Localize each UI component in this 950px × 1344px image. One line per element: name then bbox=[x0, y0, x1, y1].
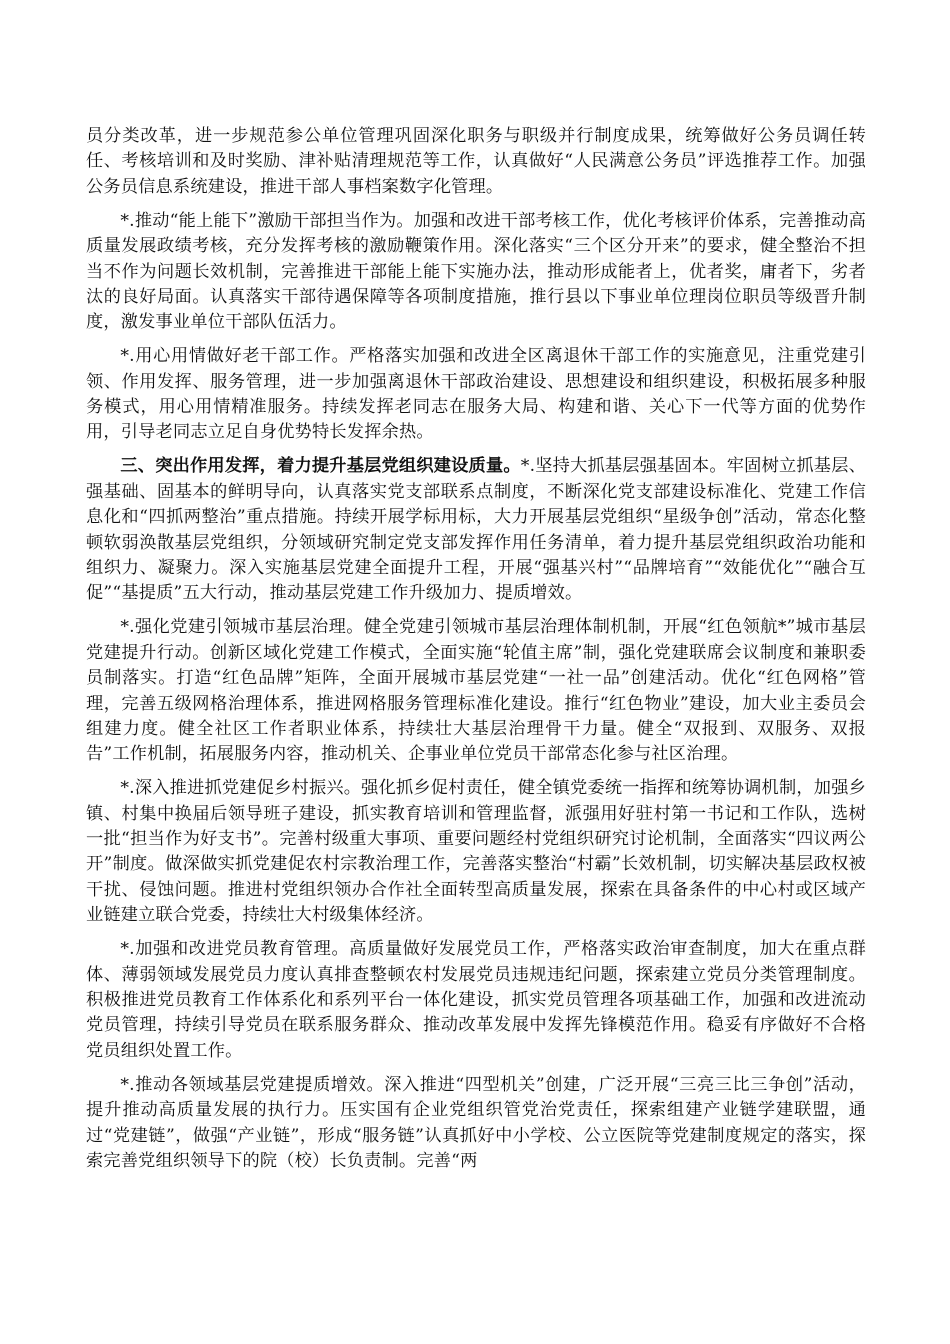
document-page bbox=[86, 124, 866, 1183]
paragraph-8: *.推动各领域基层党建提质增效。深入推进“四型机关”创建，广泛开展“三亮三比三争创”活动，提升推动高质量发展的执行力。压实国有企业党组织管党治党责任，探索组建产业链学建联盟，通过“党建链”，做强“产业链”，形成“服务链”认真抓好中小学校、公立医院等党建制度规定的落实，探索完善党组织领导下的院（校）长负责制。完善“两 bbox=[86, 1074, 866, 1171]
paragraph-4 bbox=[86, 454, 866, 606]
paragraph-5: *.强化党建引领城市基层治理。健全党建引领城市基层治理体制机制，开展“红色领航*”城市基层党建提升行动。创新区域化党建工作模式，全面实施“轮值主席”制，强化党建联席会议制度和兼职委员制落实。打造“红色品牌”矩阵，全面开展城市基层党建“一社一品”创建活动。优化“红色网格”管理，完善五级网格治理体系，推进网格服务管理标准化建设。推行“红色物业”建设，加大业主委员会组建力度。健全社区工作者职业体系，持续壮大基层治理骨干力量。健全“双报到、双服务、双报告”工作机制，拓展服务内容，推动机关、企事业单位党员干部常态化参与社区治理。 bbox=[86, 617, 866, 765]
paragraph-6: *.深入推进抓党建促乡村振兴。强化抓乡促村责任，健全镇党委统一指挥和统筹协调机制，加强乡镇、村集中换届后领导班子建设，抓实教育培训和管理监督，派强用好驻村第一书记和工作队，选树一批“担当作为好支书”。完善村级重大事项、重要问题经村党组织研究讨论机制，全面落实“四议两公开”制度。做深做实抓党建促农村宗教治理工作，完善落实整治“村霸”长效机制，切实解决基层政权被干扰、侵蚀问题。推进村党组织领办合作社全面转型高质量发展，探索在具备条件的中心村或区域产业链建立联合党委，持续壮大村级集体经济。 bbox=[86, 778, 866, 926]
paragraph-1: 员分类改革，进一步规范参公单位管理巩固深化职务与职级并行制度成果，统筹做好公务员调任转任、考核培训和及时奖励、津补贴清理规范等工作，认真做好“人民满意公务员”评选推荐工作。加强公务员信息系统建设，推进干部人事档案数字化管理。 bbox=[86, 126, 866, 197]
paragraph-4-body: *.坚持大抓基层强基固本。牢固树立抓基层、强基础、固基本的鲜明导向，认真落实党支部联系点制度，不断深化党支部建设标准化、党建工作信息化和“四抓两整治”重点措施。持续开展学标用标，大力开展基层党组织“星级争创”活动，常态化整顿软弱涣散基层党组织，分领域研究制定党支部发挥作用任务清单，着力提升基层党组织政治功能和组织力、凝聚力。深入实施基层党建全面提升工程，开展“强基兴村”“品牌培育”“效能优化”“融合互促”“基提质”五大行动，推动基层党建工作升级加力、提质增效。 bbox=[86, 456, 866, 604]
section-heading: 三、突出作用发挥，着力提升基层党组织建设质量。 bbox=[120, 456, 521, 477]
paragraph-7: *.加强和改进党员教育管理。高质量做好发展党员工作，严格落实政治审查制度，加大在重点群体、薄弱领域发展党员力度认真排查整顿农村发展党员违规违纪问题，探索建立党员分类管理制度。积极推进党员教育工作体系化和系列平台一体化建设，抓实党员管理各项基础工作，加强和改进流动党员管理，持续引导党员在联系服务群众、推动改革发展中发挥先锋模范作用。稳妥有序做好不合格党员组织处置工作。 bbox=[86, 939, 866, 1061]
paragraph-2: *.推动“能上能下”激励干部担当作为。加强和改进干部考核工作，优化考核评价体系，完善推动高质量发展政绩考核，充分发挥考核的激励鞭策作用。深化落实“三个区分开来”的要求，健全整治不担当不作为问题长效机制，完善推进干部能上能下实施办法，推动形成能者上，优者奖，庸者下，劣者汰的良好局面。认真落实干部待遇保障等各项制度措施，推行县以下事业单位理岗位职员等级晋升制度，激发事业单位干部队伍活力。 bbox=[86, 210, 866, 333]
paragraph-3: *.用心用情做好老干部工作。严格落实加强和改进全区离退休干部工作的实施意见，注重党建引领、作用发挥、服务管理，进一步加强离退休干部政治建设、思想建设和组织建设，积极拓展多种服务模式，用心用情精准服务。持续发挥老同志在服务大局、构建和谐、关心下一代等方面的优势作用，引导老同志立足自身优势特长发挥余热。 bbox=[86, 346, 866, 443]
